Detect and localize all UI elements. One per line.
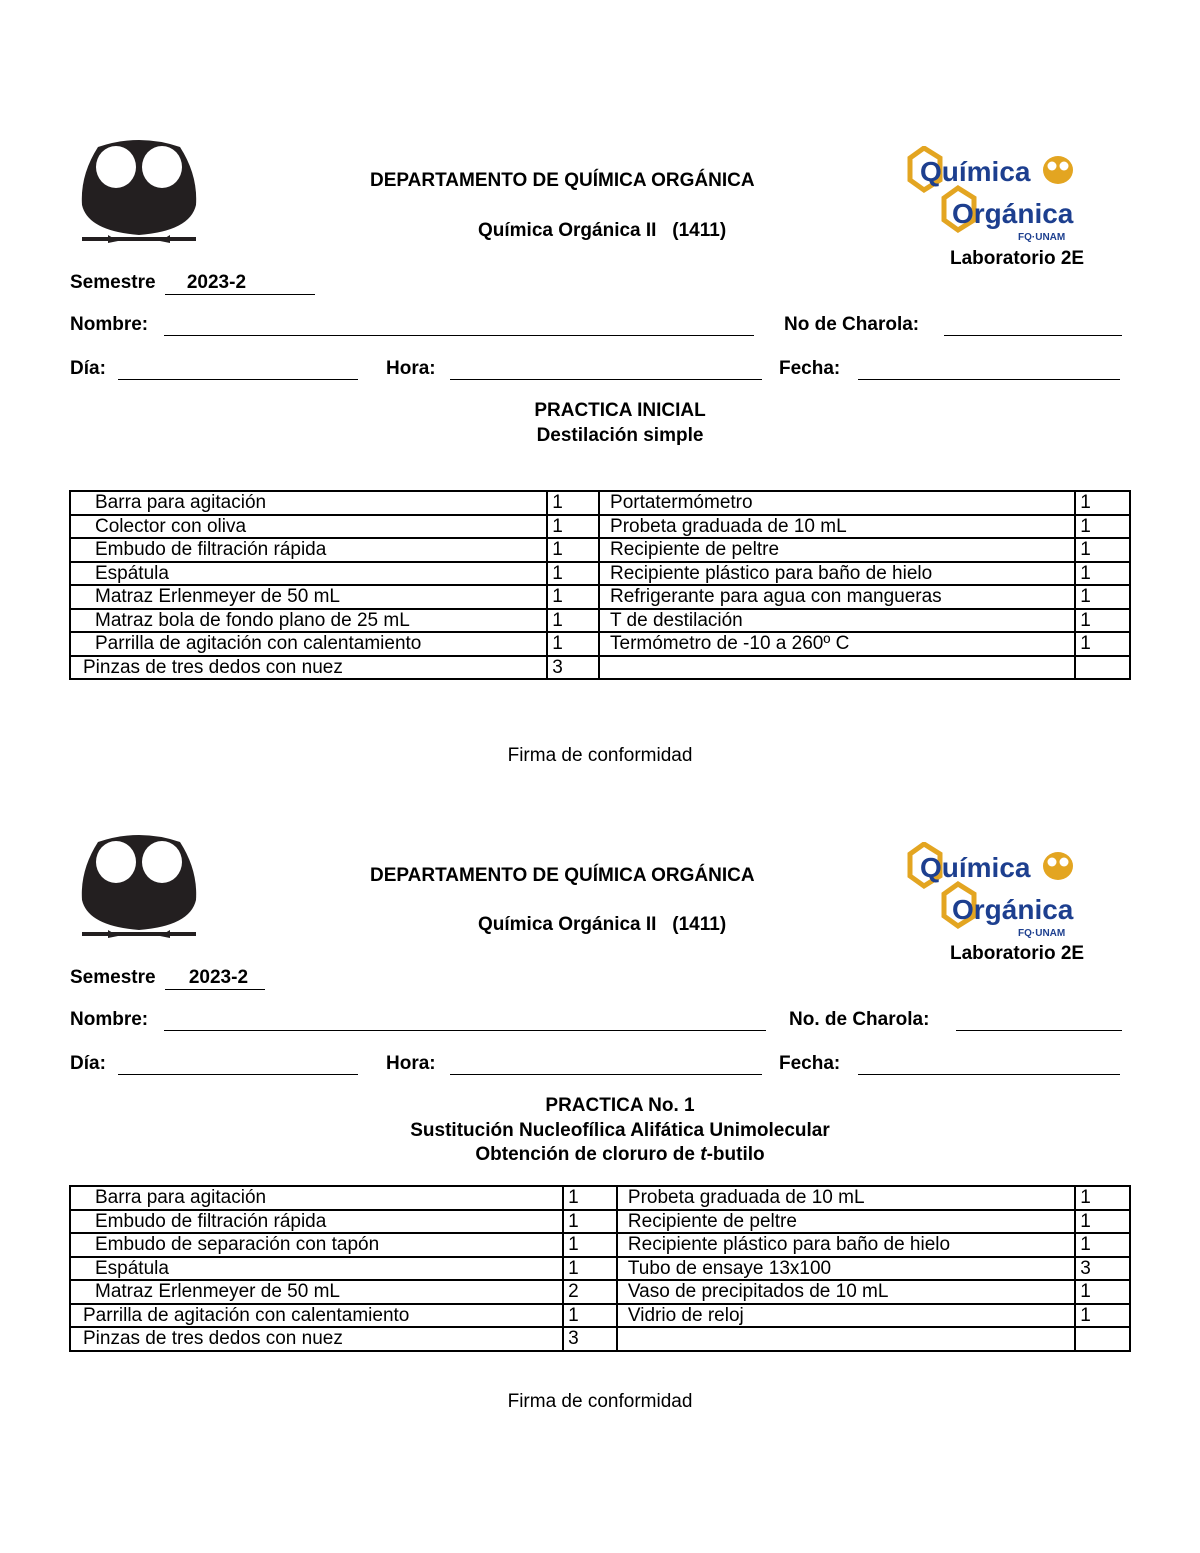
item-right-cell: Recipiente plástico para baño de hielo	[599, 562, 1075, 586]
item-right-cell: Portatermómetro	[599, 491, 1075, 515]
qty-right-cell: 1	[1075, 1280, 1130, 1304]
qty-left-cell: 1	[563, 1186, 617, 1210]
qty-right-cell: 1	[1075, 585, 1130, 609]
qty-right-cell: 1	[1075, 515, 1130, 539]
item-left-cell: Matraz Erlenmeyer de 50 mL	[70, 585, 547, 609]
name-field[interactable]	[164, 1013, 766, 1031]
qty-left-cell: 1	[563, 1304, 617, 1328]
owl-logo-icon	[78, 135, 200, 247]
department-title: DEPARTAMENTO DE QUÍMICA ORGÁNICA	[370, 170, 755, 191]
quimica-organica-logo-icon	[902, 146, 1092, 246]
item-right-cell: T de destilación	[599, 609, 1075, 633]
qty-left-cell: 1	[547, 491, 599, 515]
item-left-cell: Matraz bola de fondo plano de 25 mL	[70, 609, 547, 633]
table-row	[70, 1186, 1130, 1210]
item-left-cell: Espátula	[70, 1257, 563, 1281]
table-row	[70, 656, 1130, 680]
qty-right-cell: 1	[1075, 1186, 1130, 1210]
table-row	[70, 562, 1130, 586]
qty-right-cell: 1	[1075, 491, 1130, 515]
qty-right-cell	[1075, 1327, 1130, 1351]
qty-left-cell: 1	[547, 515, 599, 539]
item-left-cell: Parrilla de agitación con calentamiento	[70, 1304, 563, 1328]
materials-table	[69, 1185, 1131, 1352]
qty-right-cell: 1	[1075, 632, 1130, 656]
logo-line1: Química	[920, 156, 1031, 187]
item-right-cell	[617, 1327, 1075, 1351]
logo-line2: Orgánica	[952, 894, 1074, 925]
date-label: Fecha:	[779, 358, 841, 379]
name-label: Nombre:	[70, 1009, 149, 1030]
semester-field[interactable]	[165, 272, 315, 295]
item-right-cell: Probeta graduada de 10 mL	[599, 515, 1075, 539]
table-row	[70, 491, 1130, 515]
qty-right-cell	[1075, 656, 1130, 680]
practice-title: PRACTICA No. 1	[545, 1095, 695, 1116]
qty-left-cell: 1	[547, 562, 599, 586]
lab-label: Laboratorio 2E	[950, 248, 1085, 269]
signature-label: Firma de conformidad	[507, 1391, 693, 1412]
table-row	[70, 1327, 1130, 1351]
table-row	[70, 1304, 1130, 1328]
item-right-cell: Vidrio de reloj	[617, 1304, 1075, 1328]
item-left-cell: Matraz Erlenmeyer de 50 mL	[70, 1280, 563, 1304]
subtitle2-suffix: -butilo	[706, 1144, 765, 1165]
table-row	[70, 1233, 1130, 1257]
item-right-cell: Vaso de precipitados de 10 mL	[617, 1280, 1075, 1304]
logo-line3: FQ·UNAM	[1018, 928, 1066, 939]
practice-subtitle: Sustitución Nucleofílica Alifática Unimolecular	[410, 1120, 830, 1141]
qty-left-cell: 3	[547, 656, 599, 680]
item-left-cell: Embudo de separación con tapón	[70, 1233, 563, 1257]
day-label: Día:	[70, 358, 106, 379]
signature-label: Firma de conformidad	[507, 745, 693, 766]
item-left-cell: Espátula	[70, 562, 547, 586]
hour-label: Hora:	[386, 1053, 436, 1074]
practice-title: PRACTICA INICIAL	[534, 400, 706, 421]
qty-right-cell: 3	[1075, 1257, 1130, 1281]
subtitle2-prefix: Obtención de cloruro de	[475, 1144, 701, 1165]
item-right-cell: Recipiente de peltre	[599, 538, 1075, 562]
hour-field[interactable]	[450, 362, 762, 380]
semester-label: Semestre	[70, 272, 156, 293]
semester-label: Semestre	[70, 967, 156, 988]
semester-row	[70, 967, 265, 990]
item-left-cell: Embudo de filtración rápida	[70, 1210, 563, 1234]
item-right-cell: Recipiente de peltre	[617, 1210, 1075, 1234]
qty-left-cell: 1	[547, 538, 599, 562]
subtitle2-italic: t	[700, 1144, 707, 1165]
table-row	[70, 632, 1130, 656]
qty-left-cell: 2	[563, 1280, 617, 1304]
date-field[interactable]	[858, 1057, 1120, 1075]
table-row	[70, 609, 1130, 633]
date-field[interactable]	[858, 362, 1120, 380]
qty-right-cell: 1	[1075, 538, 1130, 562]
logo-line1: Química	[920, 852, 1031, 883]
tray-label: No de Charola:	[784, 314, 920, 335]
item-left-cell: Colector con oliva	[70, 515, 547, 539]
owl-logo-icon	[78, 830, 200, 942]
logo-line3: FQ·UNAM	[1018, 232, 1066, 243]
day-field[interactable]	[118, 362, 358, 380]
table-row	[70, 1280, 1130, 1304]
department-title: DEPARTAMENTO DE QUÍMICA ORGÁNICA	[370, 865, 755, 886]
item-left-cell: Parrilla de agitación con calentamiento	[70, 632, 547, 656]
date-label: Fecha:	[779, 1053, 841, 1074]
item-left-cell: Barra para agitación	[70, 1186, 563, 1210]
item-right-cell: Tubo de ensaye 13x100	[617, 1257, 1075, 1281]
item-right-cell: Termómetro de -10 a 260º C	[599, 632, 1075, 656]
qty-left-cell: 1	[563, 1210, 617, 1234]
item-left-cell: Pinzas de tres dedos con nuez	[70, 1327, 563, 1351]
semester-row	[70, 272, 315, 295]
table-row	[70, 1257, 1130, 1281]
practice-subtitle: Destilación simple	[536, 425, 704, 446]
qty-right-cell: 1	[1075, 1233, 1130, 1257]
logo-line2: Orgánica	[952, 198, 1074, 229]
name-label: Nombre:	[70, 314, 149, 335]
table-row	[70, 538, 1130, 562]
qty-left-cell: 1	[563, 1233, 617, 1257]
tray-label: No. de Charola:	[789, 1009, 930, 1030]
lab-label: Laboratorio 2E	[950, 943, 1085, 964]
item-left-cell: Embudo de filtración rápida	[70, 538, 547, 562]
semester-field[interactable]	[165, 967, 265, 990]
item-right-cell: Recipiente plástico para baño de hielo	[617, 1233, 1075, 1257]
qty-left-cell: 1	[547, 632, 599, 656]
tray-field[interactable]	[956, 1013, 1122, 1031]
name-field[interactable]	[164, 318, 754, 336]
tray-field[interactable]	[944, 318, 1122, 336]
course-title: Química Orgánica II (1411)	[478, 220, 727, 241]
item-left-cell: Barra para agitación	[70, 491, 547, 515]
hour-label: Hora:	[386, 358, 436, 379]
item-right-cell	[599, 656, 1075, 680]
qty-right-cell: 1	[1075, 1304, 1130, 1328]
qty-left-cell: 3	[563, 1327, 617, 1351]
quimica-organica-logo-icon	[902, 842, 1092, 942]
hour-field[interactable]	[450, 1057, 762, 1075]
table-row	[70, 585, 1130, 609]
day-field[interactable]	[118, 1057, 358, 1075]
table-row	[70, 515, 1130, 539]
qty-left-cell: 1	[563, 1257, 617, 1281]
qty-left-cell: 1	[547, 609, 599, 633]
practice-subtitle-2	[320, 1144, 920, 1166]
course-title: Química Orgánica II (1411)	[478, 914, 727, 935]
semester-value: 2023-2	[188, 967, 249, 988]
item-right-cell: Refrigerante para agua con mangueras	[599, 585, 1075, 609]
qty-right-cell: 1	[1075, 1210, 1130, 1234]
qty-right-cell: 1	[1075, 609, 1130, 633]
table-row	[70, 1210, 1130, 1234]
qty-right-cell: 1	[1075, 562, 1130, 586]
materials-table	[69, 490, 1131, 680]
day-label: Día:	[70, 1053, 106, 1074]
qty-left-cell: 1	[547, 585, 599, 609]
item-right-cell: Probeta graduada de 10 mL	[617, 1186, 1075, 1210]
item-left-cell: Pinzas de tres dedos con nuez	[70, 656, 547, 680]
semester-value: 2023-2	[186, 272, 247, 293]
